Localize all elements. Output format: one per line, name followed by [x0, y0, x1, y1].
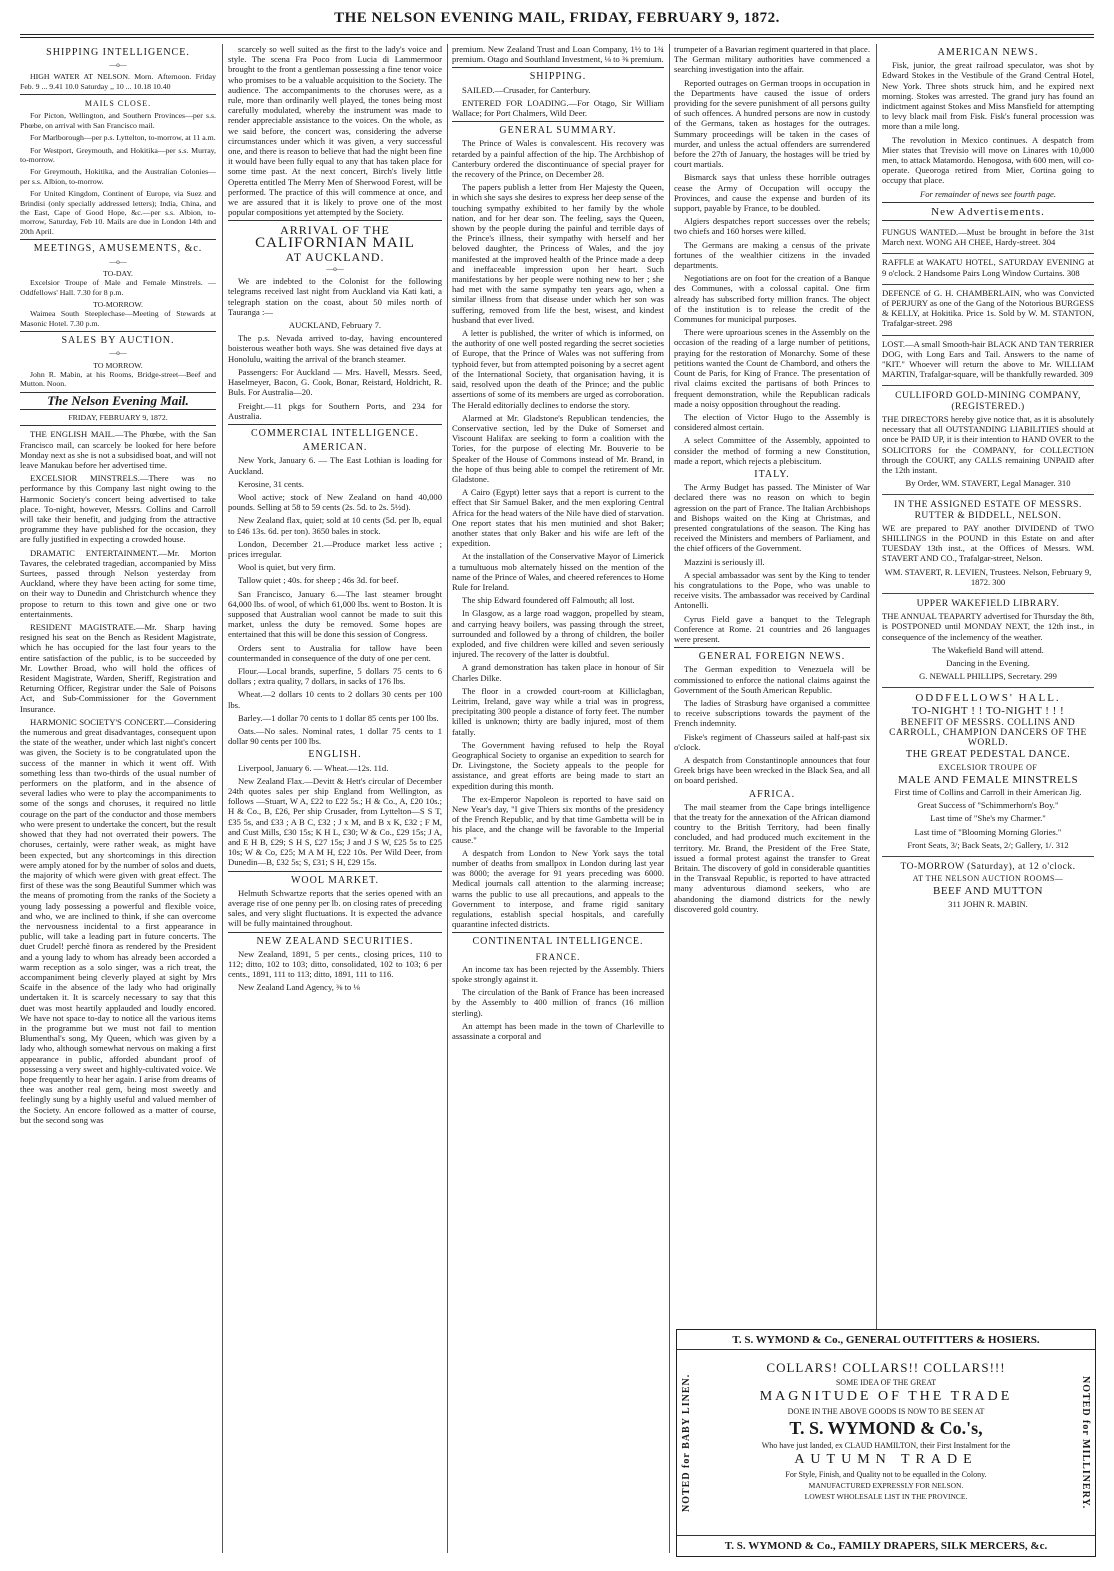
france-subheading: FRANCE. — [535, 951, 581, 962]
wymond-advertisement — [676, 1329, 1096, 1557]
article-paragraph: EXCELSIOR MINSTRELS.—There was no performance by this Company last night owing to the Harmonic Society's concert being advertised to take place. To-night, however, Messrs. Collins and Carroll will take their benefit, and judging from the attractive programme they have published for the occasion, they are fully justified in expecting a crowded house. — [20, 473, 216, 545]
mails-list — [20, 111, 216, 236]
ad-text: WE are prepared to PAY another DIVIDEND of TWO SHILLINGS in the POUND in this Estate on and after TUESDAY 13th inst., at the Offices of Messrs. WM. STAVERT AND CO., Trafalgar-street, Nelson. — [882, 522, 1094, 564]
advertisement — [882, 254, 1094, 284]
italy-heading: ITALY. — [754, 468, 790, 480]
library-heading: UPPER WAKEFIELD LIBRARY. — [916, 598, 1060, 609]
lowest-line: LOWEST WHOLESALE LIST IN THE PROVINCE. — [804, 1492, 968, 1501]
remainder-note: For remainder of news see fourth page. — [920, 188, 1056, 199]
article-paragraph: DRAMATIC ENTERTAINMENT.—Mr. Morton Tavares, the celebrated tragedian, accompanied by Miss Surtees, passed through Nelson yesterday from Auckland, where they have been acting for some time, on their way to Dunedin and Christchurch whence they propose to return to this town and give one or two entertainments. — [20, 547, 216, 619]
article-paragraph: The ex-Emperor Napoleon is reported to have said on New Year's day, "I give Thiers six months of the presidency of the French Republic, and by that time Gambetta will be in his place, and the change will be favorable to the Imperial cause." — [452, 793, 664, 845]
article-paragraph: trumpeter of a Bavarian regiment quartered in that place. The German military authorities have commenced a searching investigation into the affair. — [674, 44, 870, 75]
culliford-heading: CULLIFORD GOLD-MINING COMPANY, (REGISTERED.) — [895, 391, 1081, 412]
article-paragraph: Helmuth Schwartze reports that the series opened with an average rise of one penny per lb. on closing rates of preceding sales, and very slight fluctuations. It is expected the advance will be fully maintained throughout. — [228, 887, 442, 929]
article-paragraph: The floor in a crowded court-room at Killiclagban, Leitrim, Ireland, gave way while a trial was in progress, precipitating 300 people a distance of forty feet. The number killed is unknown; thirty are badly injured, most of them fatally. — [452, 685, 664, 737]
securities-heading: NEW ZEALAND SECURITIES. — [256, 935, 414, 947]
article-paragraph: At the installation of the Conservative Mayor of Limerick a tumultuous mob alternately hissed on the mention of the name of the Prince of Wales, and cheered references to Home Rule for Ireland. — [452, 551, 664, 592]
masthead: THE NELSON EVENING MAIL, FRIDAY, FEBRUARY 9, 1872. — [334, 10, 780, 26]
wymond-body — [707, 1354, 1065, 1532]
new-advertisements-heading: New Advertisements. — [931, 205, 1045, 218]
article-paragraph: Oats.—No sales. Nominal rates, 1 dollar 75 cents to 1 dollar 90 cents per 100 lbs. — [228, 725, 442, 747]
article-paragraph: New Zealand, 1891, 5 per cents., closing prices, 110 to 112; ditto, 102 to 103; ditto, consolidated, 102 to 103; 6 per cents., 1891, 111 to 113; ditto, 1891, 111 to 116. — [228, 948, 442, 980]
tomorrow-label: TO-MORROW. — [92, 299, 144, 309]
mail-item: For Picton, Wellington, and Southern Provinces—per s.s. Phœbe, on arrival with San Francisco mail. — [20, 111, 216, 130]
arrival-heading-1: ARRIVAL OF THE — [280, 223, 390, 238]
column-3 — [452, 44, 664, 1553]
article-paragraph: Fiske's regiment of Chasseurs sailed at half-past six o'clock. — [674, 731, 870, 752]
advertisement — [882, 688, 1094, 857]
article-paragraph: The papers publish a letter from Her Majesty the Queen, in which she says she desires to express her deep sense of the touching sympathy exhibited to her family by the whole nation, and for her dear son. The feeling, says the Queen, shown by the people during the painful and terrible days of the Prince's illness, their sympathy with herself and her beloved daughter, the Princess of Wales, and the joy manifested at the improved health of the Prince made a deep and ineffaceable impression upon her heart. Such manifestations by her people were nothing new to her ; she had met with the same sympathy ten years ago, when a similar illness from that disease under which her son was suffering, removed from life the best, wisest, and kindest husband that ever lived. — [452, 182, 664, 325]
ad-text: THE DIRECTORS hereby give notice that, as it is absolutely necessary that all OUTSTANDING LIABILITIES should at once be PAID UP, it is their intention to HAND OVER to the SOLICITORS for the COMPANY, for COLLECTION through the COURT, any CALLS remaining UNPAID after the 12th instant. — [882, 413, 1094, 475]
ad-text: Front Seats, 3/; Back Seats, 2/; Gallery, 1/. 312 — [907, 839, 1069, 850]
article-paragraph: The ladies of Strasburg have organised a committee to receive subscriptions towards the payment of the French indemnity. — [674, 697, 870, 729]
article-paragraph: San Francisco, January 6.—The last steamer brought 64,000 lbs. of wool, of which 61,000 lbs. went to Boston. It is supposed that Australian wool cannot be made to suit this market, unless the duty be removed. Some hopes are entertained that this will be done this session of Congress. — [228, 588, 442, 640]
article-paragraph: A despatch from Constantinople announces that four Greek brigs have been wrecked in the Black Sea, and all on board perished. — [674, 755, 870, 786]
sales-tomorrow-label: TO MORROW. — [93, 360, 143, 370]
wymond-footer: T. S. WYMOND & Co., FAMILY DRAPERS, SILK MERCERS, &c. — [677, 1535, 1095, 1556]
article-paragraph: The ship Edward foundered off Falmouth; all lost. — [462, 595, 635, 606]
article-paragraph: A grand demonstration has taken place in honour of Sir Charles Dilke. — [452, 662, 664, 683]
mail-item: For Marlborough—per p.s. Lyttelton, to-morrow, at 11 a.m. — [30, 133, 216, 143]
baby-linen-side: NOTED for BABY LINEN. — [681, 1373, 692, 1513]
ad-text: LOST.—A small Smooth-hair BLACK AND TAN TERRIER DOG, with Long Ears and Tail. Answers to the name of "KIT." Whoever will return the above to Mr. WILLIAM MARTIN, Trafalgar-square, will be thankfully rewarded. 309 — [882, 338, 1094, 380]
article-paragraph: Fisk, junior, the great railroad speculator, was shot by Edward Stokes in the Vestibule of the Grand Central Hotel, New York. Three shots struck him, and he expired next morning. Stokes was arrested. The grand jury has found an indictment against Stokes and Miss Mansfield for attempting to levy black mail from Fisk. Fisk's funeral procession was more than a mile long. — [882, 60, 1094, 132]
arrival-heading-3: AT AUCKLAND. — [285, 249, 385, 264]
article-paragraph: The circulation of the Bank of France has been increased by the Assembly to 400 million of francs (16 million sterling). — [452, 987, 664, 1018]
article-paragraph: An income tax has been rejected by the Assembly. Thiers spoke strongly against it. — [452, 963, 664, 985]
article-paragraph: Reported outrages on German troops in occupation in the Departments have caused the issue of orders providing for the severe punishment of all persons guilty of such offences. A hundred persons are now in custody of the Germans, taken as hostages for the outrages. Summary proceedings will be taken in the cases of murder, and unless the actual offenders are surrendered before the 27th of January, the hostages will be tried by court martials. — [674, 77, 870, 170]
troupe-small: EXCELSIOR TROUPE OF — [938, 762, 1038, 772]
shipping-heading: SHIPPING. — [529, 71, 587, 83]
article-paragraph: Orders sent to Australia for tallow have been countermanded in consequence of the duty of one per cent. — [228, 642, 442, 663]
article-paragraph: In Glasgow, as a large road waggon, propelled by steam, and carrying heavy boilers, was passing through the street, surrounded and followed by a throng of children, the boiler exploded, and five children were killed and seven seriously injured. The recovery of the latter is doubtful. — [452, 608, 664, 660]
article-paragraph: New Zealand Land Agency, ⅜ to ⅛ — [238, 982, 360, 993]
article-paragraph: Cyrus Field gave a banquet to the Telegraph Conference at Rome. 21 countries and 26 languages were present. — [674, 613, 870, 644]
ad-text: Last time of "Blooming Morning Glories." — [914, 826, 1062, 837]
english-subheading: ENGLISH. — [308, 749, 362, 761]
mail-item: For Westport, Greymouth, and Hokitika—per s.s. Murray, to-morrow. — [20, 145, 216, 165]
benefit-line: BENEFIT OF MESSRS. COLLINS AND CARROLL, CHAMPION DANCERS OF THE WORLD. — [889, 717, 1087, 749]
ad-text: Dancing in the Evening. — [946, 657, 1030, 668]
article-paragraph: New Zealand flax, quiet; sold at 10 cents (5d. per lb, equal to £46 13s. 6d. per ton). 3650 bales in stock. — [228, 515, 442, 536]
article-paragraph: RESIDENT MAGISTRATE.—Mr. Sharp having resigned his seat on the Bench as Resident Magistrate, which he has occupied for the last four years to the entire satisfaction of the public, is to be succeeded by Mr. Lowther Broad, who will hold the offices of Resident Magistrate, Warden, Sheriff, Registration and Returning Officer, Registrar under the Sale of Poisons Act, and Sub-Commissioner for the Government Insurance. — [20, 622, 216, 714]
advertisement — [882, 224, 1094, 254]
auction-place: AT THE NELSON AUCTION ROOMS— — [912, 874, 1064, 884]
column-1: SHIPPING INTELLIGENCE. —o— HIGH WATER AT NELSON. Morn. Afternoon. Friday Feb. 9 ... 9.41 10.0 Saturday ,, 10 ... 10.18 10.40 MAILS CLOSE. For Picton, Wellington, and Southern Provinces—per s.s. Phœbe, on arrival with San Francisco mail. For Marlborough—per p.s. Lyttelton, to-morrow, at 11 a.m. For Westport, Greymouth, and Hokitika—per s.s. Murray, to-morrow. For Greymouth, Hokitika, and the Australian Colonies—per s.s. Albion, to-morrow. For United Kingdom, Continent of Europe, via Suez and Brindisi (only specially addressed letters); India, China, and the East, Cape of Good Hope, &c.—per s.s. Albion, to-morrow, Saturday, Feb 10. Mails are due in London 14th and 20th April. MEETINGS, AMUSEMENTS, &c. —o— TO-DAY. Excelsior Troupe of Male and Female Minstrels. —Oddfellows' Hall. 7.30 for 8 p.m. TO-MORROW. Waimea South Steeplechase—Meeting of Stewards at Masonic Hotel. 7.30 p.m. SALES BY AUCTION. —o— TO MORROW. John R. Mabin, at his Rooms, Bridge-street—Beef and Mutton. Noon. The Nelson Evening Mail. FRIDAY, FEBRUARY 9, 1872. THE ENGLISH MAIL.—The Phœbe, with the San Francisco mail, can scarcely be looked for here before Monday next as she is not a subsidised boat, and will not leave Manukau before her advertised time. EXCELSIOR MINSTRELS.—There was no performance by this Company last night owing to the Harmonic Society's concert being advertised to take place. To-night, however, Messrs. Collins and Carroll will take their benefit, and judging from the attractive programme they have published for the occasion, they are fully justified in expecting a crowded house. DRAMATIC ENTERTAINMENT.—Mr. Morton Tavares, the celebrated tragedian, accompanied by Miss Surtees, passed through Nelson yesterday from Auckland, where they have been acting for some time, on their way to Dunedin and Christchurch whence they propose to return to this town and give one or two entertainments. RESIDENT MAGISTRATE.—Mr. Sharp having resigned his seat on the Bench as Resident Magistrate, which he has occupied for the last four years to the entire satisfaction of the public, is to be succeeded by Mr. Lowther Broad, who will hold the offices of Resident Magistrate, Warden, Sheriff, Registration and Returning Officer, Registrar under the Sale of Poisons Act, and Sub-Commissioner for the Government Insurance. HARMONIC SOCIETY'S CONCERT.—Considering the numerous and great disadvantages, consequent upon the state of the weather, under which last night's concert was given, the Society is to be congratulated upon the success of the manner in which it went off. With something less than two-thirds of the usual number of performers on the platform, and in the absence of several ladies who were to play the accompaniments to some of the songs and choruses, it required no little courage on the part of the conductor and those members who were present to undertake the concert, but the result showed that they had not overrated their powers. The choruses, certainly, were rather weak, as might have been expected, but any shortcomings in this direction were amply atoned for by the number of solos and duets, the majority of which were given with great effect. The first of these was the song Beautiful Summer which was the means of promoting from the ranks of the Society a young lady possessing a powerful and flexible voice, and who, we are inclined to think, if she can overcome the nervousness incidental to a first appearance in public, will take a leading part in future concerts. The duet Crudel! perchè finora as rendered by the President and a young lady to whom has already been accorded a warm reception as a solo singer, was a rich treat, the accompaniment being cleverly played at sight by Mrs Scaife in the absence of the lady who had originally undertaken it. It is scarcely necessary to say that this duet was most heartily applauded and loudly encored. We have not space to-day to notice all the various items in the programme but we must not fail to mention Blumenthal's song, My Queen, which was given by a lady who, although somewhat nervous on making a first appearance in public, afforded abundant proof of possessing a very sweet and highly-cultivated voice. We hope frequently to hear her again. I arise from dreams of thee was another real gem, being most sweetly and feelingly sung by a highly useful and valued member of the Society. An encore followed as a matter of course, but the second song was — [20, 47, 216, 1125]
article-paragraph: The election of Victor Hugo to the Assembly is considered almost certain. — [674, 411, 870, 433]
pedestal-line: THE GREAT PEDESTAL DANCE. — [905, 749, 1071, 761]
article-paragraph: Alarmed at Mr. Gladstone's Republican tendencies, the Conservative section, led by the Duke of Somerset and Viscount Halifax are seeking to form a coalition with the Tories, for the purpose of electing Mr. Bouverie to be Speaker of the House of Commons instead of Mr. Brand, in the hope of thus being able to compel the retirement of Mr. Gladstone. — [452, 412, 664, 484]
column-divider — [222, 44, 223, 1553]
tonight-line: TO-NIGHT ! ! TO-NIGHT ! ! ! — [911, 704, 1065, 717]
millinery-side: NOTED for MILLINERY. — [1080, 1376, 1091, 1510]
shipping-intelligence-heading: SHIPPING INTELLIGENCE. — [46, 47, 190, 58]
high-water-table: HIGH WATER AT NELSON. Morn. Afternoon. Friday Feb. 9 ... 9.41 10.0 Saturday ,, 10 ... 10.18 10.40 — [20, 72, 216, 91]
manufactured-line: MANUFACTURED EXPRESSLY FOR NELSON. — [808, 1481, 964, 1490]
advertisement — [882, 495, 1094, 594]
column-divider — [669, 44, 670, 1553]
mail-item: For Greymouth, Hokitika, and the Australian Colonies—per s.s. Albion, to-morrow. — [20, 167, 216, 186]
ad-text: Last time of "She's my Charmer." — [930, 813, 1046, 824]
ad-text: First time of Collins and Carroll in their American Jig. — [894, 786, 1082, 797]
dateline: FRIDAY, FEBRUARY 9, 1872. — [68, 412, 168, 422]
advertisement — [882, 336, 1094, 387]
article-paragraph: ENTERED FOR LOADING.—For Otago, Sir William Wallace; for Port Chalmers, Wild Deer. — [452, 97, 664, 119]
wymond-title: T. S. WYMOND & Co., GENERAL OUTFITTERS & HOSIERS. — [677, 1330, 1095, 1350]
article-paragraph: HARMONIC SOCIETY'S CONCERT.—Considering the numerous and great disadvantages, consequent upon the state of the weather, under which last night's concert was given, the Society is to be congratulated upon the success of the manner in which it went off. With something less than two-thirds of the usual number of performers on the platform, and in the absence of several ladies who were to play the accompaniments to some of the songs and choruses, it required no little courage on the part of the conductor and those members who were present to undertake the concert, but the result showed that they had not overrated their powers. The choruses, certainly, were rather weak, as might have been expected, but any shortcomings in this direction were amply atoned for by the number of solos and duets, the majority of which were given with great effect. The first of these was the song Beautiful Summer which was the means of promoting from the ranks of the Society a young lady possessing a powerful and flexible voice, and who, we are inclined to think, if she can overcome the nervousness incidental to a first appearance in public, will take a leading part in future concerts. The duet Crudel! perchè finora as rendered by the President and a young lady to whom has already been accorded a warm reception as a solo singer, was a rich treat, the accompaniment being cleverly played at sight by Mrs Scaife in the absence of the lady who had originally undertaken it. It is scarcely necessary to say that this duet was most heartily applauded and loudly encored. We have not space to-day to notice all the various items in the programme but we must not fail to mention Blumenthal's song, My Queen, which was given by a lady who, although somewhat nervous on making a first appearance in public, afforded abundant proof of possessing a very sweet and highly-cultivated voice. We hope frequently to hear her again. I arise from dreams of thee was another real gem, being most sweetly and feelingly sung by a highly useful and valued member of the Society. An encore followed as a matter of course, but the second song was — [20, 716, 216, 1125]
masthead-rule — [20, 34, 1094, 38]
column-4 — [674, 44, 870, 1323]
general-summary-heading: GENERAL SUMMARY. — [499, 125, 617, 137]
article-paragraph: A despatch from London to New York says the total number of deaths from smallpox in London during last year was 8000; the average for 91 years preceding was 6000. Medical journals call attention to the alarming increase; warns the public to use all precautions, and appeals to the Government to interpose, and frame rigid sanitary regulations, establish special hospitals, and carefully quarantine infected districts. — [452, 847, 664, 930]
advertisement — [882, 285, 1094, 336]
article-paragraph: Wheat.—2 dollars 10 cents to 2 dollars 30 cents per 100 lbs. — [228, 689, 442, 710]
auction-goods: BEEF AND MUTTON — [933, 885, 1043, 898]
advertisement — [882, 386, 1094, 495]
sales-heading: SALES BY AUCTION. — [61, 335, 175, 347]
column-divider — [447, 44, 448, 1553]
africa-heading: AFRICA. — [748, 788, 796, 800]
mails-close-heading: MAILS CLOSE. — [84, 99, 152, 109]
article-paragraph: Liverpool, January 6. — Wheat.—12s. 11d. — [238, 762, 389, 773]
ad-text: THE ANNUAL TEAPARTY advertised for Thursday the 8th, is POSTPONED until MONDAY NEXT, the 12th inst., in consequence of the inclemency of the weather. — [882, 611, 1094, 642]
article-paragraph: Mazzini is seriously ill. — [684, 556, 765, 567]
arrival-heading-2: CALIFORNIAN MAIL — [255, 234, 415, 251]
article-paragraph: We are indebted to the Colonist for the following telegrams received last night from Auckland via Kati kati, a telegraph station on the coast, about 50 miles north of Tauranga :— — [228, 276, 442, 317]
oddfellows-heading: ODDFELLOWS' HALL. — [915, 692, 1061, 705]
ad-signature: G. NEWALL PHILLIPS, Secretary. 299 — [919, 671, 1057, 682]
ad-signature: By Order, WM. STAVERT, Legal Manager. 310 — [905, 478, 1071, 489]
article-paragraph: The Germans are making a census of the private fortunes of the wealthier citizens in the invaded departments. — [674, 239, 870, 271]
meetings-heading: MEETINGS, AMUSEMENTS, &c. — [33, 243, 203, 255]
article-paragraph: London, December 21.—Produce market less active ; prices irregular. — [228, 538, 442, 559]
ad-signature: WM. STAVERT, R. LEVIEN, Trustees. Nelson, February 9, 1872. 300 — [884, 566, 1092, 587]
ad-text: The Wakefield Band will attend. — [932, 644, 1044, 655]
article-paragraph: Tallow quiet ; 40s. for sheep ; 46s 3d. for beef. — [238, 575, 399, 586]
foreign-news-heading: GENERAL FOREIGN NEWS. — [698, 651, 846, 663]
article-paragraph: premium. New Zealand Trust and Loan Company, 1½ to 1¾ premium. Otago and Southland Investment, ⅛ to ⅜ premium. — [452, 44, 664, 65]
magnitude-line: MAGNITUDE OF THE TRADE — [759, 1389, 1013, 1404]
column-2: scarcely so well suited as the first to the lady's voice and style. The scena Fra Poco from Lucia di Lammermoor brought to the front a gentleman possessing a fine tenor voice who promises to be a valuable acquisition to the Society. The audience. The accompaniments to the choruses were, as a rule, more than ordinarily well played, the tones being most carefully modulated, whereby the instrument was made to render appreciable assistance to the voices. On the whole, as we said before, the concert was, considering the adverse circumstances under which it was given, a very successful one, and there is reason to believe that had the night been fine it would have been fully equal to any that has taken place for some time past. At the next concert, Birch's lively little Operetta entitled The Merry Men of Sherwood Forest, will be performed. The practice of this will commence at once, and we are assured that it is likely to prove one of the most popular compositions yet attempted by the Society. ARRIVAL OF THE CALIFORNIAN MAIL AT AUCKLAND. —o— We are indebted to the Colonist for the following telegrams received last night from Auckland via Kati kati, a telegraph station on the coast, about 50 miles north of Tauranga :— AUCKLAND, February 7. The p.s. Nevada arrived to-day, having encountered boisterous weather both ways. She was detained five days at Honolulu, waiting the arrival of the branch steamer. Passengers: For Auckland — Mrs. Havell, Messrs. Seed, Haselmeyer, Bacon, G. Cook, Bonar, Reistard, Holdricht, R. Buls. For Australia—20. Freight.—11 pkgs for Southern Ports, and 234 for Australia. COMMERCIAL INTELLIGENCE. AMERICAN. New York, January 6. — The East Lothian is loading for Auckland. Kerosine, 31 cents. Wool active; stock of New Zealand on hand 40,000 pounds. Selling at 58 to 59 cents (2s. 5d. to 2s. 5½d). New Zealand flax, quiet; sold at 10 cents (5d. per lb, equal to £46 13s. 6d. per ton). 3650 bales in stock. London, December 21.—Produce market less active ; prices irregular. Wool is quiet, but very firm. Tallow quiet ; 40s. for sheep ; 46s 3d. for beef. San Francisco, January 6.—The last steamer brought 64,000 lbs. of wool, of which 61,000 lbs. went to Boston. It is supposed that Australian wool cannot be made to suit this market, unless the duty be removed. Some hopes are entertained that this will be done this session of Congress. Orders sent to Australia for tallow have been countermanded in consequence of the duty of one per cent. Flour.—Local brands, superfine, 5 dollars 75 cents to 6 dollars ; extra quality, 7 dollars, in sacks of 176 lbs. Wheat.—2 dollars 10 cents to 2 dollars 30 cents per 100 lbs. Barley.—1 dollar 70 cents to 1 dollar 85 cents per 100 lbs. Oats.—No sales. Nominal rates, 1 dollar 75 cents to 1 dollar 90 cents per 100 lbs. ENGLISH. Liverpool, January 6. — Wheat.—12s. 11d. New Zealand Flax.—Devitt & Hett's circular of December 24th quotes sales per ship England from Wellington, as follows —Stuart, W A, £22 to £22 5s.; H & Co., A, £20 10s.; H & Co., B, £26, Per ship Crusader, from Lyttelton—S S T, £35 5s, and £33 ; A B C, £32 ; J x M, and B x K, £32 ; F M, and Cust Mills, £30 15s; K H L, £30; W & Co., £29 15s; J A, and E H B, £29; S H S, £27 15s; J and J S W, £25 5s to £25 10s; W & Co, £25; M A M H, £22 10s. Per Wild Deer, from Dunedin—B, £32 5s; S, £31; S H, £29 15s. WOOL MARKET. Helmuth Schwartze reports that the series opened with an average rise of one penny per lb. on closing rates of preceding sales, and very slight fluctuations. It is expected the advance will be fully maintained throughout. NEW ZEALAND SECURITIES. New Zealand, 1891, 5 per cents., closing prices, 110 to 112; ditto, 102 to 103; ditto, consolidated, 102 to 103; 6 per cents., 1891, 111 to 113; ditto, 1891, 111 to 116. New Zealand Land Agency, ⅜ to ⅛ — [228, 44, 442, 993]
mail-item: For United Kingdom, Continent of Europe, via Suez and Brindisi (only specially addressed letters); India, China, and the East, Cape of Good Hope, &c.—per s.s. Albion, to-morrow, Saturday, Feb 10. Mails are due in London 14th and 20th April. — [20, 189, 216, 236]
article-paragraph: New York, January 6. — The East Lothian is loading for Auckland. — [228, 455, 442, 476]
article-paragraph: There were uproarious scenes in the Assembly on the occasion of the reading of a large number of petitions, praying for the restoration of Monarchy. Some of these petitions wanted the Count de Chambord, and others the Count de Paris, for King of France. The presentation of rival claims excited the partisans of both Princes to frequent demonstration, while the Republican radicals made a noisy opposition throughout the reading. — [674, 327, 870, 409]
ad-text: RAFFLE at WAKATU HOTEL, SATURDAY EVENING at 9 o'clock. 2 Handsome Pairs Long Window Curtains. 308 — [882, 257, 1094, 278]
tomorrow-text: Waimea South Steeplechase—Meeting of Stewards at Masonic Hotel. 7.30 p.m. — [20, 309, 216, 328]
column-5 — [882, 44, 1094, 1323]
done-line: DONE IN THE ABOVE GOODS IS NOW TO BE SEEN AT — [787, 1407, 985, 1416]
article-paragraph: Kerosine, 31 cents. — [238, 478, 304, 489]
continental-heading: CONTINENTAL INTELLIGENCE. — [472, 936, 644, 948]
paper-title: The Nelson Evening Mail. — [47, 392, 189, 408]
advertisement — [882, 857, 1094, 915]
article-paragraph: The p.s. Nevada arrived to-day, having encountered boisterous weather both ways. She was detained five days at Honolulu, waiting the arrival of the branch steamer. — [228, 333, 442, 364]
article-paragraph: Algiers despatches report successes over the rebels; two chiefs and 160 horses were killed. — [674, 216, 870, 237]
sales-text: John R. Mabin, at his Rooms, Bridge-street—Beef and Mutton. Noon. — [20, 369, 216, 389]
some-idea-line: SOME IDEA OF THE GREAT — [835, 1378, 937, 1387]
article-paragraph: Freight.—11 pkgs for Southern Ports, and 234 for Australia. — [228, 400, 442, 421]
estate-heading: IN THE ASSIGNED ESTATE OF MESSRS. RUTTER & BIDDELL, NELSON. — [894, 500, 1082, 521]
article-dateline: AUCKLAND, February 7. — [288, 320, 382, 331]
autumn-trade-line: AUTUMN TRADE — [794, 1452, 978, 1467]
today-label: TO-DAY. — [103, 268, 133, 278]
article-paragraph: The revolution in Mexico continues. A despatch from Mier states that Trevisio will move on Linares with 10,000 men, to attack Matamordo. Henogosa, with 600 men, will co-operate. Queoroga retired from Mier, Cortina going to occupy that place. — [882, 134, 1094, 186]
article-paragraph: Wool is quiet, but very firm. — [238, 562, 336, 573]
article-paragraph: The mail steamer from the Cape brings intelligence that the treaty for the annexation of the African diamond country to the British Territory, had been finally concluded, and had produced much excitement in the territory. Mr. Brand, the President of the Free State, issued a formal protest against the transfer to Great Britain. The discovery of gold in considerable quantities in the Transvaal Republic, is reported to have attracted many adventurous diamond seekers, who are abandoning the diamond districts for the newly discovered gold country. — [674, 801, 870, 914]
column-divider — [876, 44, 877, 1553]
ad-text: Great Success of "Schimmerhorn's Boy." — [917, 800, 1059, 811]
article-paragraph: The Army Budget has passed. The Minister of War declared there was no reason on which to begin agression on the part of France. The Italian Archbishops and Bishops waited on the King at Christmas, and presented congratulations of the season. The King has received the Ministers and members of Parliament, and the chief officers of the Government. — [674, 482, 870, 554]
article-paragraph: SAILED.—Crusader, for Canterbury. — [462, 84, 591, 95]
article-paragraph: A select Committee of the Assembly, appointed to consider the method of forming a new Constitution, made a report, which rejects a plebiscitum. — [674, 435, 870, 466]
article-paragraph: The Government having refused to help the Royal Geographical Society to organise an expedition to search for Dr. Livingstone, the Society appeals to the people for assistance, and great efforts are being made to start an expedition during this month. — [452, 739, 664, 791]
article-paragraph: An attempt has been made in the town of Charleville to assassinate a corporal and — [452, 1020, 664, 1042]
article-paragraph: THE ENGLISH MAIL.—The Phœbe, with the San Francisco mail, can scarcely be looked for here before Monday next as she is not a subsidised boat, and will not leave Manukau before her advertised time. — [20, 429, 216, 470]
article-paragraph: Bismarck says that unless these horrible outrages cease the Army of Occupation will occupy the Provinces, and cause the expense and burden of its support, payable by France, to be doubled. — [674, 172, 870, 214]
ad-text: DEFENCE of G. H. CHAMBERLAIN, who was Convicted of PERJURY as one of the Gang of the Notorious BURGESS & KELLY, at Hokitika. Price 1s. Sold by W. M. STANTON, Trafalgar-street. 298 — [882, 287, 1094, 329]
style-line: For Style, Finish, and Quality not to be equalled in the Colony. — [785, 1470, 987, 1479]
landed-line: Who have just landed, ex CLAUD HAMILTON, their First Instalment for the — [761, 1441, 1011, 1450]
article-paragraph: scarcely so well suited as the first to the lady's voice and style. The scena Fra Poco from Lucia di Lammermoor brought to the front a gentleman possessing a fine tenor voice who promises to be a valuable acquisition to the Society. The audience. The accompaniments to the choruses were, as a rule, more than ordinarily well played, the tones being most carefully modulated, whereby the instrument was made to render appreciable assistance to the voices. On the whole, as we said before, the concert was, considering the adverse circumstances under which it was given, a very successful one, and there is reason to believe that had the night been fine it would have been fully equal to any that has taken place for some time past. At the next concert, Birch's lively little Operetta entitled The Merry Men of Sherwood Forest, will be performed. The practice of this will commence at once, and we are assured that it is likely to prove one of the most popular compositions yet attempted by the Society. — [228, 44, 442, 218]
auction-heading: TO-MORROW (Saturday), at 12 o'clock. — [900, 862, 1076, 872]
article-paragraph: Passengers: For Auckland — Mrs. Havell, Messrs. Seed, Haselmeyer, Bacon, G. Cook, Bonar, Reistard, Holdricht, R. Buls. For Australia—20. — [228, 366, 442, 398]
advertisement — [882, 594, 1094, 688]
article-paragraph: A special ambassador was sent by the King to tender his congratulations to the Pope, who was unable to receive visits. The ambassador was received by Cardinal Antonelli. — [674, 569, 870, 611]
article-paragraph: Barley.—1 dollar 70 cents to 1 dollar 85 cents per 100 lbs. — [238, 712, 439, 723]
article-paragraph: The German expedition to Venezuela will be commissioned to enforce the national claims against the Government of the South American Republic. — [674, 664, 870, 695]
article-paragraph: A Cairo (Egypt) letter says that a report is current to the effect that Sir Samuel Baker, and the men exploring Central Africa for the head waters of the Nile have died of starvation. One report states that his men mutinied and shot Baker; another states that only Baker and his wife are left of the expedition. — [452, 487, 664, 549]
article-paragraph: A letter is published, the writer of which is informed, on the authority of one well posted regarding the secret societies of Europe, that the Prince of Wales was not suffering from typhoid fever, but from attempted poisoning by a secret agent of the International Society, that organisation having, it is said, resolved upon the death of the Prince; and the public assertions of some of its members are urged as corroboration. The Herald editorially declines to endorse the story. — [452, 328, 664, 410]
article-paragraph: The Prince of Wales is convalescent. His recovery was retarded by a painful affection of the hip. The Archbishop of Canterbury ordered the discontinuance of special prayer for the recovery of the Prince, on December 28. — [452, 138, 664, 180]
wymond-name: T. S. WYMOND & Co.'s, — [789, 1418, 983, 1438]
commercial-heading: COMMERCIAL INTELLIGENCE. — [250, 427, 420, 439]
collars-line: COLLARS! COLLARS!! COLLARS!!! — [766, 1360, 1006, 1375]
article-paragraph: Negotiations are on foot for the creation of a Banque des Communes, with a colossal capital. One firm already has subscribed forty million francs. The object of the institution is to release the credit of the Communes for municipal purposes. — [674, 273, 870, 325]
american-news-heading: AMERICAN NEWS. — [937, 47, 1039, 58]
american-subheading: AMERICAN. — [302, 442, 368, 454]
ad-text: FUNGUS WANTED.—Must be brought in before the 31st March next. WONG AH CHEE, Hardy-street. 304 — [882, 227, 1094, 248]
article-paragraph: Wool active; stock of New Zealand on hand 40,000 pounds. Selling at 58 to 59 cents (2s. 5d. to 2s. 5½d). — [228, 491, 442, 513]
ad-signature: 311 JOHN R. MABIN. — [948, 898, 1028, 909]
today-text: Excelsior Troupe of Male and Female Minstrels. —Oddfellows' Hall. 7.30 for 8 p.m. — [20, 278, 216, 297]
wool-market-heading: WOOL MARKET. — [290, 874, 380, 886]
article-paragraph: Flour.—Local brands, superfine, 5 dollars 75 cents to 6 dollars ; extra quality, 7 dollars, in sacks of 176 lbs. — [228, 665, 442, 687]
article-paragraph: New Zealand Flax.—Devitt & Hett's circular of December 24th quotes sales per ship England from Wellington, as follows —Stuart, W A, £22 to £22 5s.; H & Co., A, £20 10s.; H & Co., B, £26, Per ship Crusader, from Lyttelton—S S T, £35 5s, and £33 ; A B C, £32 ; J x M, and B x K, £32 ; F M, and Cust Mills, £30 15s; K H L, £30; W & Co., £29 15s; J A, and E H B, £29; S H S, £27 15s; J and J S W, £25 5s to £25 10s; W & Co, £25; M A M H, £22 10s. Per Wild Deer, from Dunedin—B, £32 5s; S, £31; S H, £29 15s. — [228, 775, 442, 868]
troupe-big: MALE AND FEMALE MINSTRELS — [897, 773, 1079, 786]
